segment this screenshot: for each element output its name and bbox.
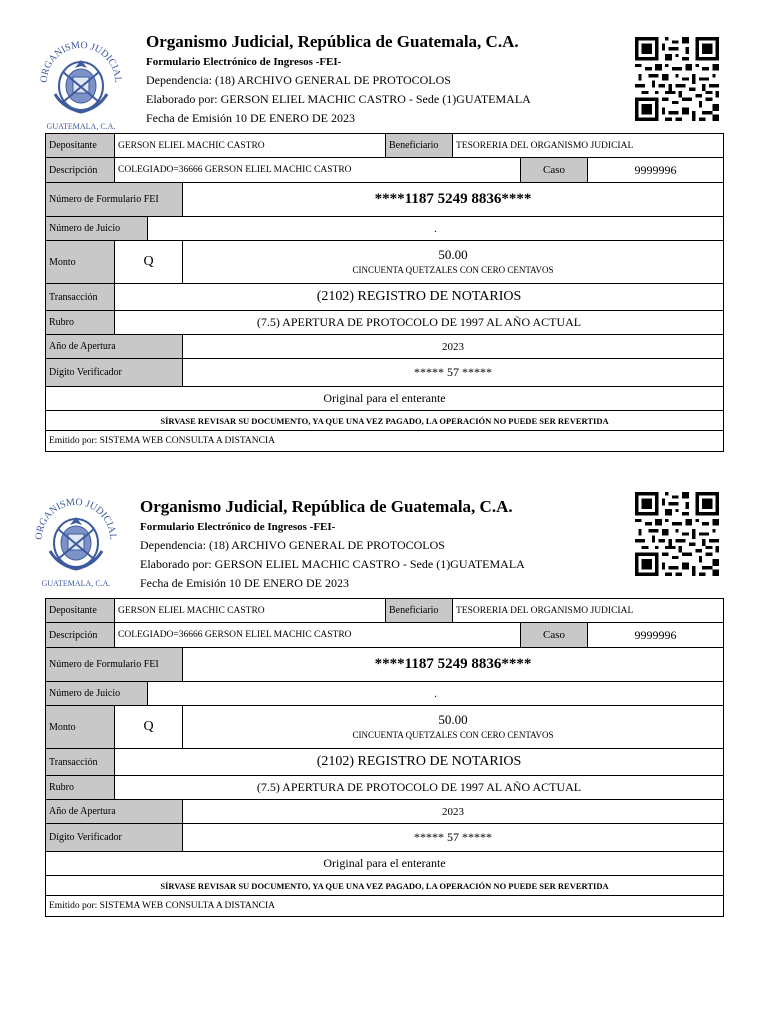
- descripcion-label: Descripción: [46, 158, 114, 182]
- descripcion-label: Descripción: [46, 623, 114, 647]
- voucher-original-1: [0, 0, 768, 460]
- header-subtitle: Formulario Electrónico de Ingresos -FEI-: [146, 56, 342, 68]
- fei-value: ****1187 5249 8836****: [182, 648, 723, 681]
- anio-label: Año de Apertura: [46, 800, 182, 823]
- header-dependencia: Dependencia: (18) ARCHIVO GENERAL DE PROTOCOLOS: [146, 73, 451, 87]
- depositante-value: GERSON ELIEL MACHIC CASTRO: [114, 134, 432, 157]
- depositante-label: Depositante: [46, 134, 114, 157]
- caso-value: 9999996: [587, 623, 723, 647]
- rubro-label: Rubro: [46, 311, 114, 334]
- juicio-label: Número de Juicio: [46, 682, 147, 705]
- transaccion-label: Transacción: [46, 284, 114, 310]
- descripcion-value: COLEGIADO=36666 GERSON ELIEL MACHIC CASTRO: [114, 623, 520, 647]
- fei-value: ****1187 5249 8836****: [182, 183, 723, 216]
- header-elaborado: Elaborado por: GERSON ELIEL MACHIC CASTRO - Sede (1)GUATEMALA: [140, 557, 525, 571]
- svg-text:GUATEMALA, C.A.: GUATEMALA, C.A.: [41, 579, 111, 588]
- qr-code-icon: [635, 492, 719, 576]
- caso-label: Caso: [520, 158, 587, 182]
- emitido-note: Emitido por: SISTEMA WEB CONSULTA A DISTANCIA: [49, 436, 275, 446]
- juicio-label: Número de Juicio: [46, 217, 147, 240]
- beneficiario-value: TESORERIA DEL ORGANISMO JUDICIAL: [452, 599, 723, 622]
- warning-banner: SÍRVASE REVISAR SU DOCUMENTO, YA QUE UNA VEZ PAGADO, LA OPERACIÓN NO PUEDE SER REVERTIDA: [160, 415, 609, 426]
- depositante-label: Depositante: [46, 599, 114, 622]
- voucher-original-2: [0, 465, 768, 925]
- monto-currency: Q: [114, 706, 182, 748]
- svg-text:GUATEMALA, C.A.: GUATEMALA, C.A.: [46, 122, 116, 131]
- monto-label: Monto: [46, 706, 114, 748]
- monto-value: 50.00: [438, 712, 468, 727]
- transaccion-value: (2102) REGISTRO DE NOTARIOS: [114, 749, 723, 775]
- anio-value: 2023: [182, 800, 723, 823]
- qr-code-icon: [635, 37, 719, 121]
- judicial-seal-icon: [33, 32, 129, 132]
- digito-label: Dígito Verificador: [46, 824, 182, 851]
- original-note: Original para el enterante: [323, 391, 446, 405]
- header-elaborado: Elaborado por: GERSON ELIEL MACHIC CASTRO - Sede (1)GUATEMALA: [146, 92, 531, 106]
- juicio-value: .: [147, 682, 723, 705]
- digito-value: ***** 57 *****: [182, 824, 723, 851]
- warning-banner: SÍRVASE REVISAR SU DOCUMENTO, YA QUE UNA VEZ PAGADO, LA OPERACIÓN NO PUEDE SER REVERTIDA: [160, 880, 609, 891]
- beneficiario-label: Beneficiario: [385, 599, 452, 622]
- monto-amount-box: [182, 241, 723, 283]
- rubro-value: (7.5) APERTURA DE PROTOCOLO DE 1997 AL AÑO ACTUAL: [114, 776, 723, 799]
- fei-label: Número de Formulario FEI: [46, 183, 182, 216]
- caso-value: 9999996: [587, 158, 723, 182]
- monto-value: 50.00: [438, 247, 468, 262]
- emitido-note: Emitido por: SISTEMA WEB CONSULTA A DISTANCIA: [49, 901, 275, 911]
- depositante-value: GERSON ELIEL MACHIC CASTRO: [114, 599, 432, 622]
- rubro-value: (7.5) APERTURA DE PROTOCOLO DE 1997 AL AÑO ACTUAL: [114, 311, 723, 334]
- header-dependencia: Dependencia: (18) ARCHIVO GENERAL DE PROTOCOLOS: [140, 538, 445, 552]
- svg-text:ORGANISMO JUDICIAL: ORGANISMO JUDICIAL: [33, 496, 119, 541]
- anio-value: 2023: [182, 335, 723, 358]
- monto-words: CINCUENTA QUETZALES CON CERO CENTAVOS: [352, 265, 554, 275]
- transaccion-label: Transacción: [46, 749, 114, 775]
- svg-text:ORGANISMO JUDICIAL: ORGANISMO JUDICIAL: [38, 39, 124, 84]
- judicial-seal-icon: [28, 489, 124, 589]
- header-title: Organismo Judicial, República de Guatemala, C.A.: [146, 32, 519, 51]
- beneficiario-label: Beneficiario: [385, 134, 452, 157]
- header-fecha: Fecha de Emisión 10 DE ENERO DE 2023: [140, 576, 349, 590]
- header-subtitle: Formulario Electrónico de Ingresos -FEI-: [140, 521, 336, 533]
- caso-label: Caso: [520, 623, 587, 647]
- fei-label: Número de Formulario FEI: [46, 648, 182, 681]
- monto-currency: Q: [114, 241, 182, 283]
- header-fecha: Fecha de Emisión 10 DE ENERO DE 2023: [146, 111, 355, 125]
- transaccion-value: (2102) REGISTRO DE NOTARIOS: [114, 284, 723, 310]
- juicio-value: .: [147, 217, 723, 240]
- digito-label: Dígito Verificador: [46, 359, 182, 386]
- anio-label: Año de Apertura: [46, 335, 182, 358]
- monto-label: Monto: [46, 241, 114, 283]
- original-note: Original para el enterante: [323, 856, 446, 870]
- beneficiario-value: TESORERIA DEL ORGANISMO JUDICIAL: [452, 134, 723, 157]
- rubro-label: Rubro: [46, 776, 114, 799]
- digito-value: ***** 57 *****: [182, 359, 723, 386]
- header-title: Organismo Judicial, República de Guatemala, C.A.: [140, 497, 513, 516]
- descripcion-value: COLEGIADO=36666 GERSON ELIEL MACHIC CASTRO: [114, 158, 520, 182]
- monto-words: CINCUENTA QUETZALES CON CERO CENTAVOS: [352, 730, 554, 740]
- monto-amount-box: [182, 706, 723, 748]
